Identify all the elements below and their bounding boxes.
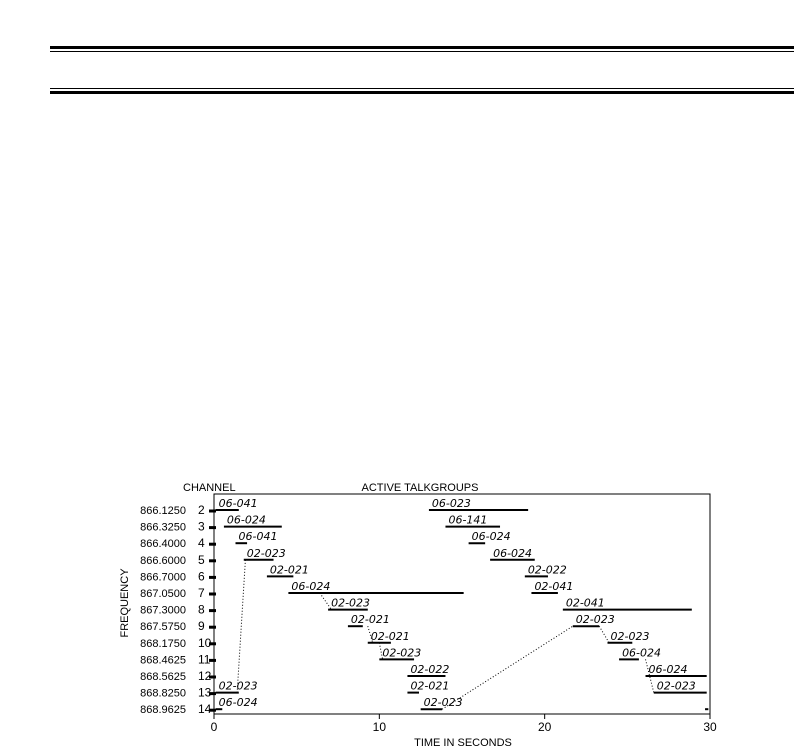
talkgroup-segments <box>216 497 709 709</box>
channel-number: 4 <box>198 536 205 551</box>
channel-number: 8 <box>198 602 205 617</box>
talkgroup-label: 06-024 <box>291 580 331 593</box>
talkgroup-label: 06-024 <box>471 530 511 544</box>
channel-number: 12 <box>198 669 212 683</box>
dotted-link-line <box>320 593 332 610</box>
dotted-link-line <box>599 626 609 643</box>
x-tick-label: 30 <box>703 720 717 734</box>
frequency-label: 866.3250 <box>140 521 186 534</box>
channel-number: 11 <box>198 652 211 667</box>
talkgroup-label: 02-023 <box>331 596 371 610</box>
frequency-label: 867.5750 <box>140 621 186 634</box>
frequency-label: 866.4000 <box>140 538 186 551</box>
frequency-label: 868.9625 <box>140 704 186 717</box>
x-tick-label: 20 <box>537 720 552 734</box>
channel-number: 9 <box>198 619 205 634</box>
dotted-link-line <box>237 560 245 693</box>
channel-header: CHANNEL <box>183 482 236 494</box>
talkgroup-label: 02-023 <box>246 546 286 560</box>
y-axis-label: FREQUENCY <box>119 568 131 638</box>
channel-rows <box>140 503 216 716</box>
talkgroup-label: 06-041 <box>218 497 258 510</box>
talkgroup-label: 02-021 <box>370 629 410 643</box>
frequency-label: 868.8250 <box>140 687 186 700</box>
x-tick-label: 10 <box>372 720 387 734</box>
x-ticks <box>211 714 717 734</box>
talkgroup-label: 02-023 <box>382 646 422 660</box>
talkgroup-label: 06-024 <box>218 696 258 710</box>
channel-number: 2 <box>198 503 205 517</box>
talkgroup-label: 02-022 <box>410 663 450 676</box>
talkgroup-label: 06-024 <box>493 546 533 560</box>
frequency-label: 866.7000 <box>140 571 186 584</box>
channel-number: 10 <box>198 635 212 650</box>
frequency-label: 867.0500 <box>140 588 186 600</box>
talkgroup-label: 02-041 <box>534 580 574 593</box>
talkgroup-label: 02-023 <box>656 679 696 693</box>
talkgroup-label: 02-022 <box>527 563 567 577</box>
frequency-label: 868.4625 <box>140 654 186 667</box>
talkgroup-label: 06-141 <box>448 513 488 527</box>
talkgroup-label: 06-024 <box>648 663 688 676</box>
channel-number: 7 <box>198 586 205 600</box>
talkgroup-label: 02-023 <box>610 629 650 643</box>
channel-number: 5 <box>198 552 205 567</box>
frequency-label: 868.5625 <box>140 671 186 683</box>
talkgroup-label: 02-023 <box>423 696 463 710</box>
frequency-label: 868.1750 <box>140 637 186 650</box>
talkgroup-label: 06-041 <box>238 530 278 544</box>
talkgroup-label: 02-021 <box>410 679 450 693</box>
talkgroup-label: 06-024 <box>622 646 662 660</box>
frequency-label: 867.3000 <box>140 604 186 617</box>
talkgroup-label: 02-023 <box>218 679 258 693</box>
talkgroup-label: 02-041 <box>565 596 605 610</box>
x-axis-label: TIME IN SECONDS <box>414 737 512 749</box>
channel-number: 3 <box>198 519 205 534</box>
channel-number: 13 <box>198 685 212 700</box>
talkgroup-label: 02-023 <box>575 613 615 627</box>
talkgroup-label: 06-024 <box>226 513 266 527</box>
frequency-label: 866.6000 <box>140 554 186 567</box>
channel-number: 14 <box>198 702 212 717</box>
x-tick-label: 0 <box>210 720 218 734</box>
talkgroup-label: 02-021 <box>269 563 309 577</box>
talkgroup-label: 06-023 <box>431 497 471 510</box>
channel-number: 6 <box>198 569 205 584</box>
chart-title: ACTIVE TALKGROUPS <box>361 482 479 494</box>
frequency-label: 866.1250 <box>140 505 186 517</box>
talkgroup-label: 02-021 <box>350 613 390 627</box>
